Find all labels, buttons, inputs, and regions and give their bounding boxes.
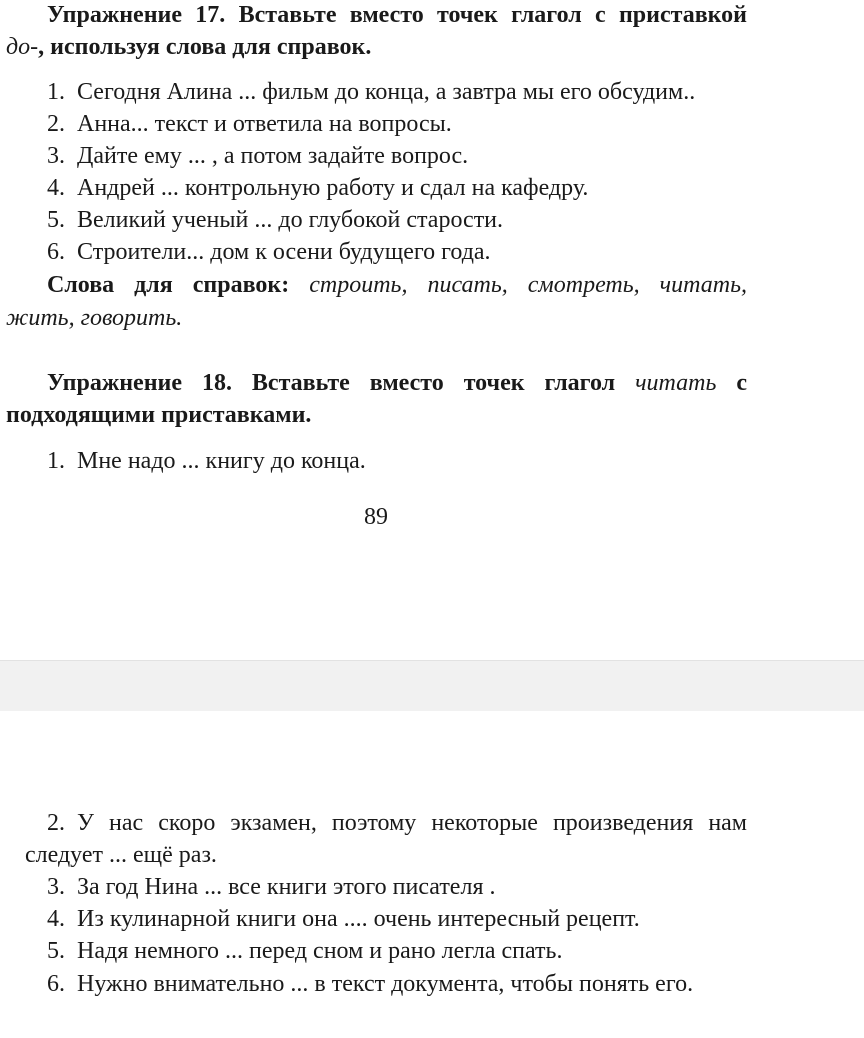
list-item: 5. Великий ученый ... до глубокой старости. [47,207,504,233]
reference-words-label: Слова для справок: [47,272,290,298]
exercise-17-heading-line1: Упражнение 17. Вставьте вместо точек глагол с приставкой [47,2,747,28]
list-item: 1. Мне надо ... книгу до конца. [47,448,366,474]
list-item: 4. Андрей ... контрольную работу и сдал на кафедру. [47,175,589,201]
list-item: 1. Сегодня Алина ... фильм до конца, а завтра мы его обсудим.. [47,79,696,105]
list-item: 6. Нужно внимательно ... в текст документа, чтобы понять его. [47,971,694,997]
exercise-17-heading-line2: до-, используя слова для справок. [6,34,372,60]
reference-words-line1: Слова для справок: строить, писать, смотреть, читать, [47,272,747,298]
list-item: 5. Надя немного ... перед сном и рано легла спать. [47,938,563,964]
exercise-18-heading-line1: Упражнение 18. Вставьте вместо точек глагол читать с [47,370,747,396]
list-item: 3. За год Нина ... все книги этого писателя . [47,874,496,900]
list-item: 3. Дайте ему ... , а потом задайте вопрос. [47,143,469,169]
prefix-do: до- [6,34,39,60]
list-item: 4. Из кулинарной книги она .... очень интересный рецепт. [47,906,640,932]
reference-words-line2: жить, говорить. [6,305,183,331]
page-90 [0,711,864,1038]
list-item-continuation: следует ... ещё раз. [25,842,217,868]
page-separator [0,660,864,712]
exercise-18-heading-line2: подходящими приставками. [6,402,312,428]
page-number: 89 [364,504,388,530]
list-item: 2. У нас скоро экзамен, поэтому некоторые произведения нам [47,810,747,836]
list-item: 6. Строители... дом к осени будущего года. [47,239,491,265]
list-item: 2. Анна... текст и ответила на вопросы. [47,111,452,137]
